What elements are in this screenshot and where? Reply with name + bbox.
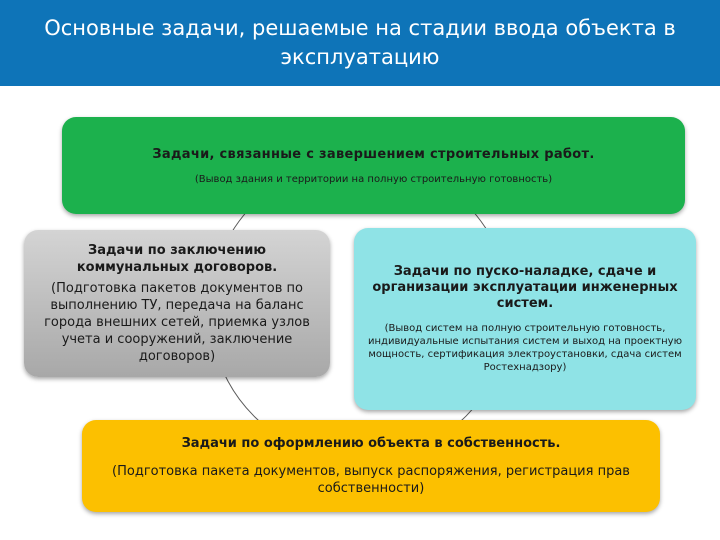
utilities-task-detail: (Подготовка пакетов документов по выполнению ТУ, передача на баланс города внешних сетей, приемка узлов учета и сооружений, заключение договоров) [44, 281, 310, 364]
ownership-task-heading: Задачи по оформлению объекта в собственность. [181, 436, 561, 451]
ownership-task-card [82, 420, 660, 512]
commissioning-task-heading: Задачи по пуско-наладке, сдаче и организации эксплуатации инженерных систем. [372, 264, 678, 311]
construction-task-card [62, 117, 685, 214]
slide-title: Основные задачи, решаемые на стадии ввода объекта в эксплуатацию [44, 16, 676, 69]
ownership-task-detail: (Подготовка пакета документов, выпуск распоряжения, регистрация прав собственности) [112, 464, 630, 496]
commissioning-task-detail: (Вывод систем на полную строительную готовность, индивидуальные испытания систем и выход на проектную мощность, сертификация электроустановки, сдача систем Ростехнадзору) [368, 323, 682, 373]
utilities-task-card [24, 230, 330, 377]
construction-task-heading: Задачи, связанные с завершением строительных работ. [152, 146, 595, 162]
utilities-task-heading: Задачи по заключению коммунальных договоров. [76, 243, 278, 275]
construction-task-detail: (Вывод здания и территории на полную строительную готовность) [194, 173, 553, 185]
commissioning-task-card [354, 228, 696, 410]
